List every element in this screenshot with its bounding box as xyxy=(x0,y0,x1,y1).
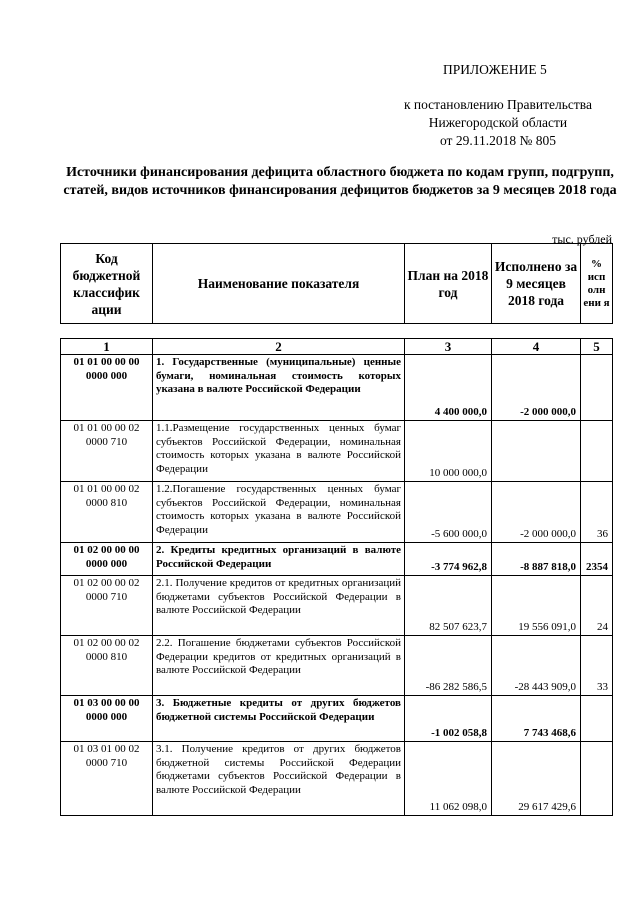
column-number: 5 xyxy=(581,339,613,355)
row-percent: 36 xyxy=(581,482,613,543)
header-percent: % исп олн ени я xyxy=(581,244,613,324)
row-percent: 24 xyxy=(581,576,613,636)
table-row xyxy=(61,742,613,816)
row-name: 1.1.Размещение государственных ценных бумаг субъектов Российской Федерации, номинальная стоимость которых указана в валюте Российской Федерации xyxy=(153,421,405,482)
row-executed: -28 443 909,0 xyxy=(492,636,581,696)
row-percent: 2354 xyxy=(581,543,613,576)
row-executed: -8 887 818,0 xyxy=(492,543,581,576)
units-label: тыс. рублей xyxy=(552,232,612,246)
table-row xyxy=(61,576,613,636)
table-row xyxy=(61,421,613,482)
row-executed: -2 000 000,0 xyxy=(492,482,581,543)
row-plan: 11 062 098,0 xyxy=(405,742,492,816)
row-code: 01 01 00 00 02 0000 710 xyxy=(61,421,153,482)
row-code: 01 02 00 00 02 0000 810 xyxy=(61,636,153,696)
document-title: Источники финансирования дефицита областного бюджета по кодам групп, подгрупп, статей, видов источников финансирования дефицитов бюджетов за 9 месяцев 2018 года xyxy=(63,165,617,198)
header-table xyxy=(60,243,613,324)
row-code: 01 01 00 00 02 0000 810 xyxy=(61,482,153,543)
row-plan: 10 000 000,0 xyxy=(405,421,492,482)
row-code: 01 03 00 00 00 0000 000 xyxy=(61,696,153,742)
row-code: 01 01 00 00 00 0000 000 xyxy=(61,355,153,421)
table-row xyxy=(61,636,613,696)
row-code: 01 03 01 00 02 0000 710 xyxy=(61,742,153,816)
resolution-reference xyxy=(404,96,592,150)
row-plan: 4 400 000,0 xyxy=(405,355,492,421)
row-plan: -1 002 058,8 xyxy=(405,696,492,742)
table-row xyxy=(61,543,613,576)
row-code: 01 02 00 00 00 0000 000 xyxy=(61,543,153,576)
row-executed: -2 000 000,0 xyxy=(492,355,581,421)
data-table xyxy=(60,338,613,816)
row-plan: 82 507 623,7 xyxy=(405,576,492,636)
column-number: 3 xyxy=(405,339,492,355)
column-number: 4 xyxy=(492,339,581,355)
appendix-label: ПРИЛОЖЕНИЕ 5 xyxy=(443,62,547,77)
table-row xyxy=(61,482,613,543)
row-percent xyxy=(581,355,613,421)
row-code: 01 02 00 00 02 0000 710 xyxy=(61,576,153,636)
column-number: 1 xyxy=(61,339,153,355)
header-executed: Исполнено за 9 месяцев 2018 года xyxy=(492,244,581,324)
table-row xyxy=(61,355,613,421)
row-executed: 29 617 429,6 xyxy=(492,742,581,816)
row-plan: -3 774 962,8 xyxy=(405,543,492,576)
row-name: 2. Кредиты кредитных организаций в валюте Российской Федерации xyxy=(153,543,405,576)
header-plan: План на 2018 год xyxy=(405,244,492,324)
row-percent xyxy=(581,421,613,482)
row-name: 2.1. Получение кредитов от кредитных организаций бюджетами субъектов Российской Федерации в валюте Российской Федерации xyxy=(153,576,405,636)
row-executed: 7 743 468,6 xyxy=(492,696,581,742)
row-name: 3. Бюджетные кредиты от других бюджетов бюджетной системы Российской Федерации xyxy=(153,696,405,742)
row-name: 3.1. Получение кредитов от других бюджетов бюджетной системы Российской Федерации бюджетами субъектов Российской Федерации в валюте Российской Федерации xyxy=(153,742,405,816)
row-name: 2.2. Погашение бюджетами субъектов Российской Федерации кредитов от кредитных организаций в валюте Российской Федерации xyxy=(153,636,405,696)
row-name: 1. Государственные (муниципальные) ценные бумаги, номинальная стоимость которых указана в валюте Российской Федерации xyxy=(153,355,405,421)
row-percent xyxy=(581,696,613,742)
row-name: 1.2.Погашение государственных ценных бумаг субъектов Российской Федерации, номинальная стоимость которых указана в валюте Российской Федерации xyxy=(153,482,405,543)
ref-line-2: Нижегородской области xyxy=(428,115,568,130)
row-percent: 33 xyxy=(581,636,613,696)
header-row xyxy=(61,244,613,324)
column-number: 2 xyxy=(153,339,405,355)
row-percent xyxy=(581,742,613,816)
ref-line-1: к постановлению Правительства xyxy=(403,97,592,112)
header-name: Наименование показателя xyxy=(153,244,405,324)
column-number-row xyxy=(61,339,613,355)
ref-line-3: от 29.11.2018 № 805 xyxy=(439,133,556,148)
row-executed xyxy=(492,421,581,482)
table-row xyxy=(61,696,613,742)
row-executed: 19 556 091,0 xyxy=(492,576,581,636)
header-code: Код бюджетной классифик ации xyxy=(61,244,153,324)
row-plan: -86 282 586,5 xyxy=(405,636,492,696)
row-plan: -5 600 000,0 xyxy=(405,482,492,543)
